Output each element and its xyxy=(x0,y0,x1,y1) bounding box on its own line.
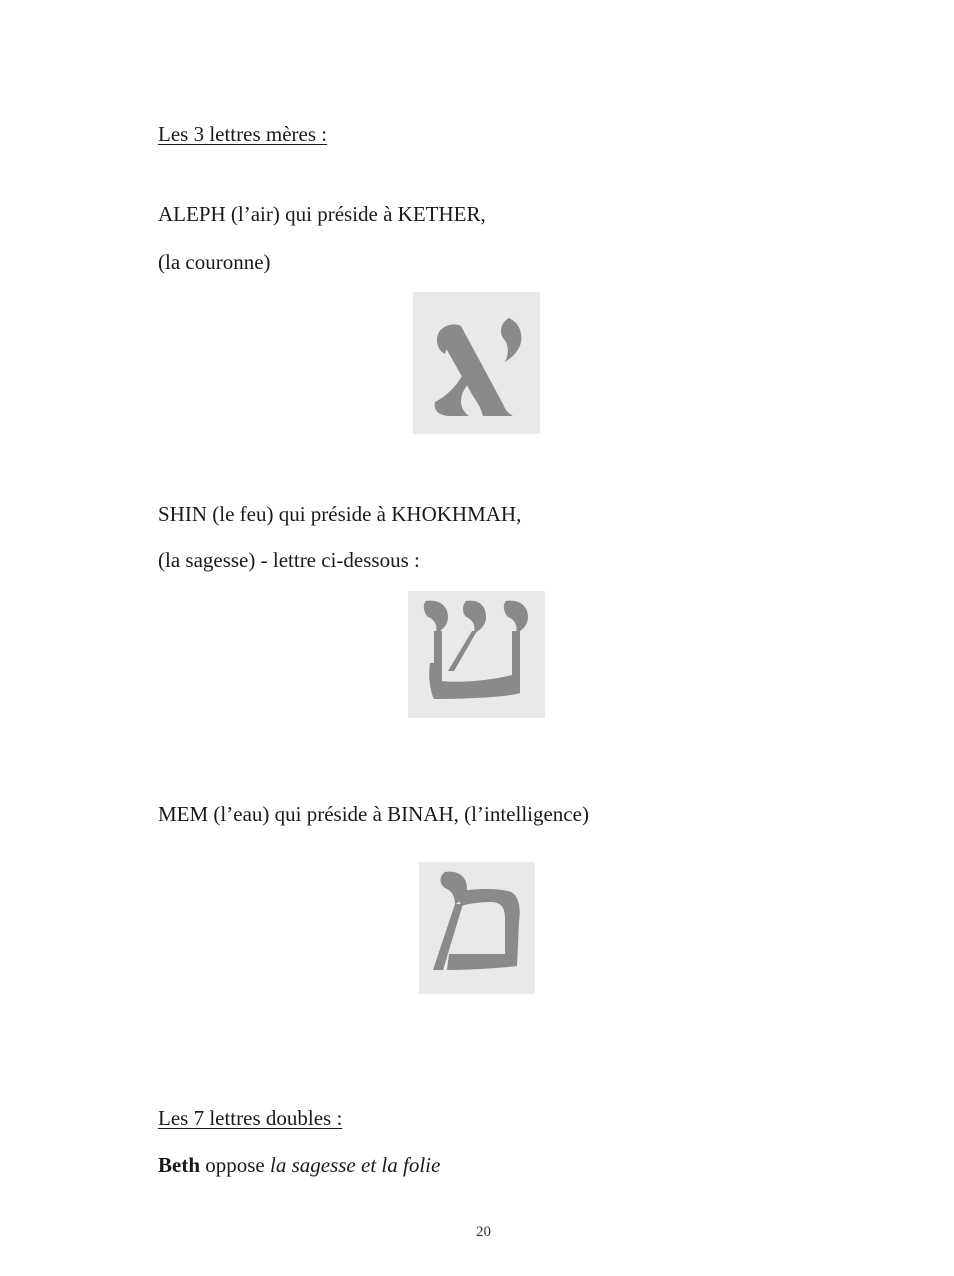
beth-name: Beth xyxy=(158,1153,200,1177)
mothers-heading: Les 3 lettres mères : xyxy=(158,122,328,146)
mem-glyph-image xyxy=(419,862,535,994)
beth-verb: oppose xyxy=(200,1153,270,1177)
aleph-line-2: (la couronne) xyxy=(158,250,271,274)
aleph-line-1: ALEPH (l’air) qui préside à KETHER, xyxy=(158,202,486,226)
beth-pair: la sagesse et la folie xyxy=(270,1153,441,1177)
shin-line-2: (la sagesse) - lettre ci-dessous : xyxy=(158,548,420,572)
shin-icon xyxy=(408,591,545,718)
page-number: 20 xyxy=(476,1224,491,1240)
shin-glyph-image xyxy=(408,591,545,718)
aleph-glyph-image xyxy=(413,292,540,434)
aleph-icon xyxy=(413,292,540,434)
doubles-heading: Les 7 lettres doubles : xyxy=(158,1106,343,1130)
mem-line-1: MEM (l’eau) qui préside à BINAH, (l’intelligence) xyxy=(158,802,589,826)
mem-icon xyxy=(419,862,535,994)
shin-line-1: SHIN (le feu) qui préside à KHOKHMAH, xyxy=(158,502,522,526)
beth-line xyxy=(158,1155,440,1176)
